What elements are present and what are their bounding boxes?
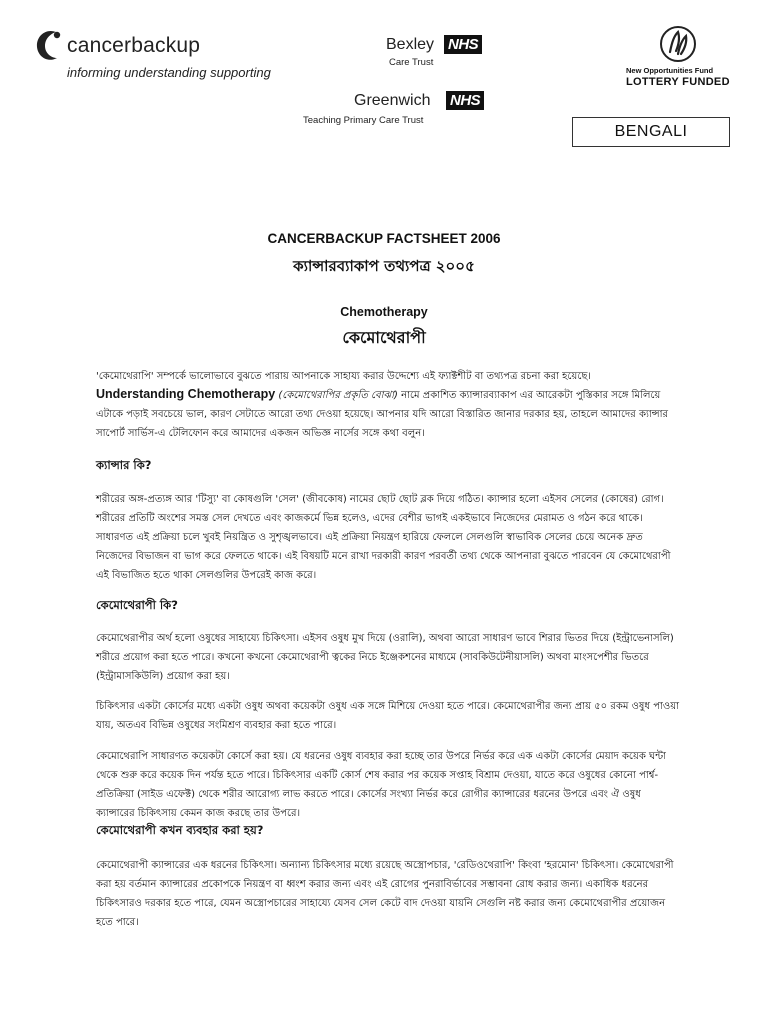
lottery-line2: LOTTERY FUNDED	[626, 76, 730, 88]
section-paragraph: কেমোথেরাপী ক্যান্সারের এক ধরনের চিকিৎসা। অন্যান্য চিকিৎসার মধ্যে রয়েছে অস্ত্রোপচার, 'রেডিওথেরাপি' কিংবা 'হরমোন' চিকিৎসা। কেমোথেরাপী করা হয় বর্তমান ক্যান্সারের প্রকোপকে নিয়ন্ত্রণ বা ধ্বংশ করার জন্য এবং এই রোগের পুনরাবির্ভাবের সম্ভাবনা রোধ করার জন্য। একাধিক ধরনের চিকিৎসারও দরকার হতে পারে, যেমন অস্ত্রোপচারের সাহায্যে যেসব সেল কেটে বাদ দেওয়া যায়নি সেগুলি নষ্ট করার জন্য কেমোথেরাপীর প্রয়োজন হতে পারে।	[96, 860, 674, 928]
factsheet-title-en: CANCERBACKUP FACTSHEET 2006	[267, 231, 501, 246]
cancerbackup-mark-icon	[34, 28, 64, 62]
section-paragraph: কেমোথেরাপীর অর্থ হলো ওষুধের সাহায্যে চিকিৎসা। এইসব ওষুধ মুখ দিয়ে (ওরালি), অথবা আরো সাধারণ ভাবে শিরার ভিতর দিয়ে (ইন্ট্রাভেনাসলি) শরীরে প্রয়োগ করা হতে পারে। কখনো কখনো কেমোথেরাপী ত্বকের নিচে ইঞ্জেকশনের মাধ্যমে (সাবকিউটেনীয়াসলি) অথবা মাংসপেশীর ভিতরে (ইন্ট্রামাসকিউলি) প্রয়োগ করা হয়।	[96, 633, 674, 682]
greenwich-subtitle: Teaching Primary Care Trust	[303, 115, 424, 126]
cancerbackup-logo	[34, 28, 294, 84]
language-label: BENGALI	[572, 117, 730, 147]
lottery-funded-logo	[604, 24, 744, 94]
bexley-name: Bexley	[386, 36, 435, 53]
bexley-subtitle: Care Trust	[389, 57, 434, 68]
bexley-nhs-badge: NHS	[444, 35, 482, 54]
book-title-bn: (কেমোথেরাপির প্রকৃতি বোঝা)	[278, 390, 398, 401]
cancerbackup-tagline: informing understanding supporting	[67, 65, 271, 80]
factsheet-title-bn: ক্যান্সারব্যাকাপ তথ্যপত্র ২০০৫	[293, 257, 475, 275]
lottery-crossed-fingers-icon	[658, 24, 698, 64]
book-title: Understanding Chemotherapy	[96, 387, 276, 401]
cancerbackup-name: cancerbackup	[67, 34, 201, 57]
section-heading: কেমোথেরাপী কখন ব্যবহার করা হয়?	[96, 823, 264, 837]
greenwich-name: Greenwich	[354, 92, 431, 109]
lottery-line1: New Opportunities Fund	[626, 66, 714, 75]
greenwich-nhs-logo	[300, 90, 510, 130]
section-heading: কেমোথেরাপী কি?	[96, 598, 178, 612]
bexley-nhs-logo	[380, 32, 520, 72]
intro-paragraph	[96, 385, 680, 443]
intro-rest: নামে প্রকাশিত ক্যান্সারব্যাকাপ এর আরেকটা পুস্তিকার সঙ্গে মিলিয়ে এটাকে পড়াই সবচেয়ে ভাল, কারণ সেটাতে আরো তথ্য দেওয়া হয়েছে। আপনার যদি আরো বিস্তারিত জানার দরকার হয়, তাহলে আমাদের ক্যান্সার সাপোর্ট সার্ভিস-এ টেলিফোন করে আমাদের একজন অভিজ্ঞ নার্সের সঙ্গে কথা বলুন।	[96, 390, 669, 439]
section-paragraph: চিকিৎসার একটা কোর্সের মধ্যে একটা ওষুধ অথবা কয়েকটা ওষুধ এক সঙ্গে মিশিয়ে দেওয়া হতে পারে। কেমোথেরাপীর জন্য প্রায় ৫০ রকম ওষুধ পাওয়া যায়, অতএব বিভিন্ন ওষুধের সংমিশ্রণ ব্যবহার করা হতে পারে।	[96, 701, 680, 731]
greenwich-nhs-badge: NHS	[446, 91, 484, 110]
intro-line: 'কেমোথেরাপি' সম্পর্কে ভালোভাবে বুঝতে পারায় আপনাকে সাহায্য করার উদ্দেশ্যে এই ফ্যাক্টশীট বা তথ্যপত্র রচনা করা হয়েছে।	[96, 371, 591, 382]
section-heading: ক্যান্সার কি?	[96, 458, 152, 472]
topic-title-en: Chemotherapy	[340, 305, 428, 319]
section-paragraph: কেমোথেরাপি সাধারণত কয়েকটা কোর্সে করা হয়। যে ধরনের ওষুধ ব্যবহার করা হচ্ছে তার উপরে নির্ভর করে এক একটা কোর্সের মেয়াদ কয়েক ঘন্টা থেকে শুরু করে কয়েক দিন পর্যন্ত হতে পারে। চিকিৎসার একটি কোর্স শেষ করার পর কয়েক সপ্তাহ বিশ্রাম দেওয়া, যাতে করে ওষুধের কোনো পার্শ্ব-প্রতিক্রিয়া (সাইড এফেক্ট) থেকে শরীর আরোগ্য লাভ করতে পারে। কোর্সের সংখ্যা নির্ভর করে রোগীর ক্যান্সারের ধরনের উপরে এবং ঐ ওষুধ ক্যান্সারের চিকিৎসায় কেমন কাজ করছে তার উপরে।	[96, 751, 666, 819]
section-paragraph: শরীরের অঙ্গ-প্রত্যঙ্গ আর 'টিস্যু' বা কোষগুলি 'সেল' (জীবকোষ) নামের ছোট ছোট ব্লক দিয়ে গঠিত। ক্যান্সার হলো এইসব সেলের (কোষের) রোগ। শরীরের প্রতিটি অংশের সমস্ত সেল দেখতে এবং কাজকর্মে ভিন্ন হলেও, এদের বেশীর ভাগই একইভাবে নিজেদের মেরামত ও গঠন করে থাকে। সাধারণত এই প্রক্রিয়া চলে খুবই নিয়ন্ত্রিত ও সুশৃঙ্খলভাবে। এই প্রক্রিয়া নিয়ন্ত্রণ হারিয়ে ফেললে সেলগুলি স্বাভাবিক সেলের চেয়ে অনেক দ্রুত নিজেদের বিভাজন বা ভাগ করে ফেলতে থাকে। এই বিষয়টি মনে রাখা দরকারী কারণ পরবর্তী তথ্য থেকে আপনারা বুঝতে পারবেন যে কেমোথেরাপী এই বিভাজিত হতে থাকা সেলগুলির উপরেই কাজ করে।	[96, 494, 671, 581]
topic-title-bn: কেমোথেরাপী	[342, 328, 426, 347]
